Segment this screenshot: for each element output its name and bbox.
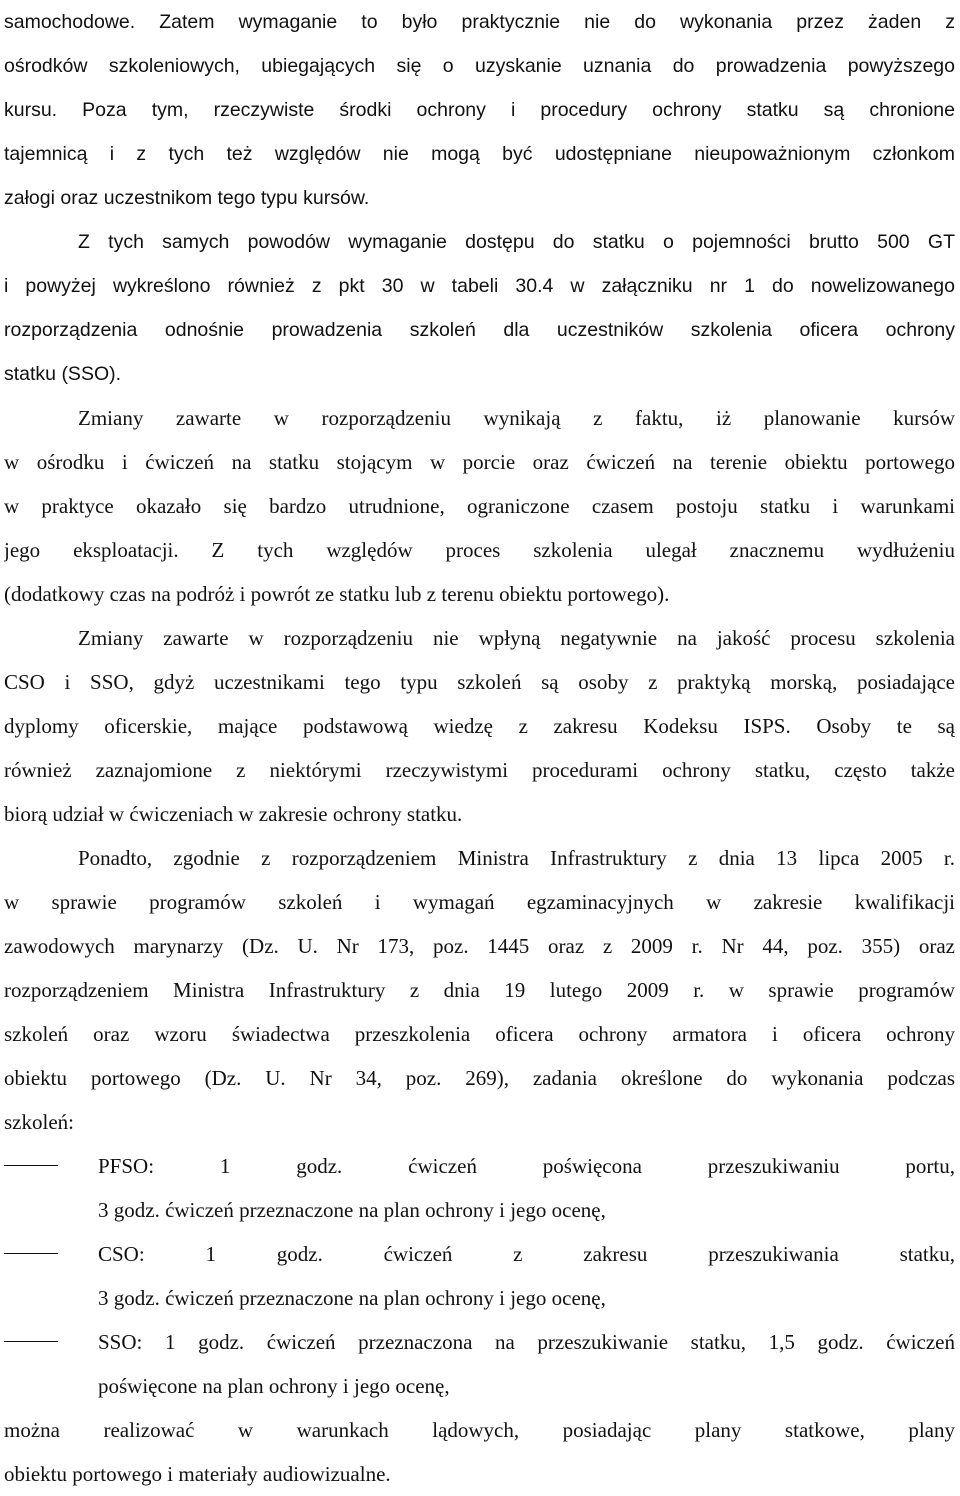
text-line: w sprawie programów szkoleń i wymagań egzaminacyjnych w zakresie kwalifikacji <box>4 890 955 914</box>
text-line: szkoleń: <box>4 1110 74 1134</box>
list-item <box>4 1232 955 1320</box>
list-item-line <box>4 1320 955 1364</box>
text-line: (dodatkowy czas na podróż i powrót ze statku lub z terenu obiektu portowego). <box>4 582 670 606</box>
paragraph-2 <box>4 220 955 396</box>
list-item-text: SSO: 1 godz. ćwiczeń przeznaczona na przeszukiwanie statku, 1,5 godz. ćwiczeń <box>98 1330 955 1354</box>
text-line: można realizować w warunkach lądowych, posiadając plany statkowe, plany <box>4 1418 955 1442</box>
dash-bullet-icon <box>4 1253 58 1254</box>
closing-paragraph <box>4 1408 955 1496</box>
list-item <box>4 1144 955 1232</box>
dash-list <box>4 1144 955 1408</box>
list-item <box>4 1320 955 1408</box>
document-page <box>4 0 955 1496</box>
text-line: kursu. Poza tym, rzeczywiste środki ochrony i procedury ochrony statku są chronione <box>4 99 955 121</box>
list-item-text: PFSO: 1 godz. ćwiczeń poświęcona przeszukiwaniu portu, <box>98 1154 955 1178</box>
text-line: w ośrodku i ćwiczeń na statku stojącym w porcie oraz ćwiczeń na terenie obiektu portowego <box>4 450 955 474</box>
text-line: Zmiany zawarte w rozporządzeniu nie wpłyną negatywnie na jakość procesu szkolenia <box>78 626 955 650</box>
text-line: zawodowych marynarzy (Dz. U. Nr 173, poz. 1445 oraz z 2009 r. Nr 44, poz. 355) oraz <box>4 934 955 958</box>
text-line: jego eksploatacji. Z tych względów proces szkolenia ulegał znacznemu wydłużeniu <box>4 538 955 562</box>
text-line: szkoleń oraz wzoru świadectwa przeszkolenia oficera ochrony armatora i oficera ochrony <box>4 1022 955 1046</box>
text-line: również zaznajomione z niektórymi rzeczywistymi procedurami ochrony statku, często także <box>4 758 955 782</box>
text-line: CSO i SSO, gdyż uczestnikami tego typu szkoleń są osoby z praktyką morską, posiadające <box>4 670 955 694</box>
text-line: rozporządzeniem Ministra Infrastruktury z dnia 19 lutego 2009 r. w sprawie programów <box>4 978 955 1002</box>
text-line: i powyżej wykreślono również z pkt 30 w tabeli 30.4 w załączniku nr 1 do nowelizowanego <box>4 275 955 297</box>
dash-bullet-icon <box>4 1165 58 1166</box>
dash-bullet-icon <box>4 1341 58 1342</box>
text-line: obiektu portowego (Dz. U. Nr 34, poz. 269), zadania określone do wykonania podczas <box>4 1066 955 1090</box>
text-line: załogi oraz uczestnikom tego typu kursów. <box>4 187 370 209</box>
paragraph-1 <box>4 0 955 220</box>
list-item-line <box>4 1232 955 1276</box>
text-line: w praktyce okazało się bardzo utrudnione, ograniczone czasem postoju statku i warunkami <box>4 494 955 518</box>
text-line: obiektu portowego i materiały audiowizualne. <box>4 1462 391 1486</box>
list-item-continuation: 3 godz. ćwiczeń przeznaczone na plan ochrony i jego ocenę, <box>98 1286 606 1310</box>
text-line: Zmiany zawarte w rozporządzeniu wynikają z faktu, iż planowanie kursów <box>78 406 955 430</box>
text-line: statku (SSO). <box>4 363 122 385</box>
text-line: dyplomy oficerskie, mające podstawową wiedzę z zakresu Kodeksu ISPS. Osoby te są <box>4 714 955 738</box>
text-line: rozporządzenia odnośnie prowadzenia szkoleń dla uczestników szkolenia oficera ochrony <box>4 319 955 341</box>
list-item-line <box>4 1144 955 1188</box>
text-line: biorą udział w ćwiczeniach w zakresie ochrony statku. <box>4 802 463 826</box>
list-item-continuation: 3 godz. ćwiczeń przeznaczone na plan ochrony i jego ocenę, <box>98 1198 606 1222</box>
text-line: Z tych samych powodów wymaganie dostępu do statku o pojemności brutto 500 GT <box>78 231 955 253</box>
text-line: ośrodków szkoleniowych, ubiegających się o uzyskanie uznania do prowadzenia powyższego <box>4 55 955 77</box>
list-item-continuation: poświęcone na plan ochrony i jego ocenę, <box>98 1374 450 1398</box>
text-line: Ponadto, zgodnie z rozporządzeniem Ministra Infrastruktury z dnia 13 lipca 2005 r. <box>78 846 955 870</box>
paragraph-4 <box>4 616 955 836</box>
paragraph-3 <box>4 396 955 616</box>
text-line: samochodowe. Zatem wymaganie to było praktycznie nie do wykonania przez żaden z <box>4 11 955 33</box>
text-line: tajemnicą i z tych też względów nie mogą być udostępniane nieupoważnionym członkom <box>4 143 955 165</box>
list-item-text: CSO: 1 godz. ćwiczeń z zakresu przeszukiwania statku, <box>98 1242 955 1266</box>
paragraph-5 <box>4 836 955 1144</box>
